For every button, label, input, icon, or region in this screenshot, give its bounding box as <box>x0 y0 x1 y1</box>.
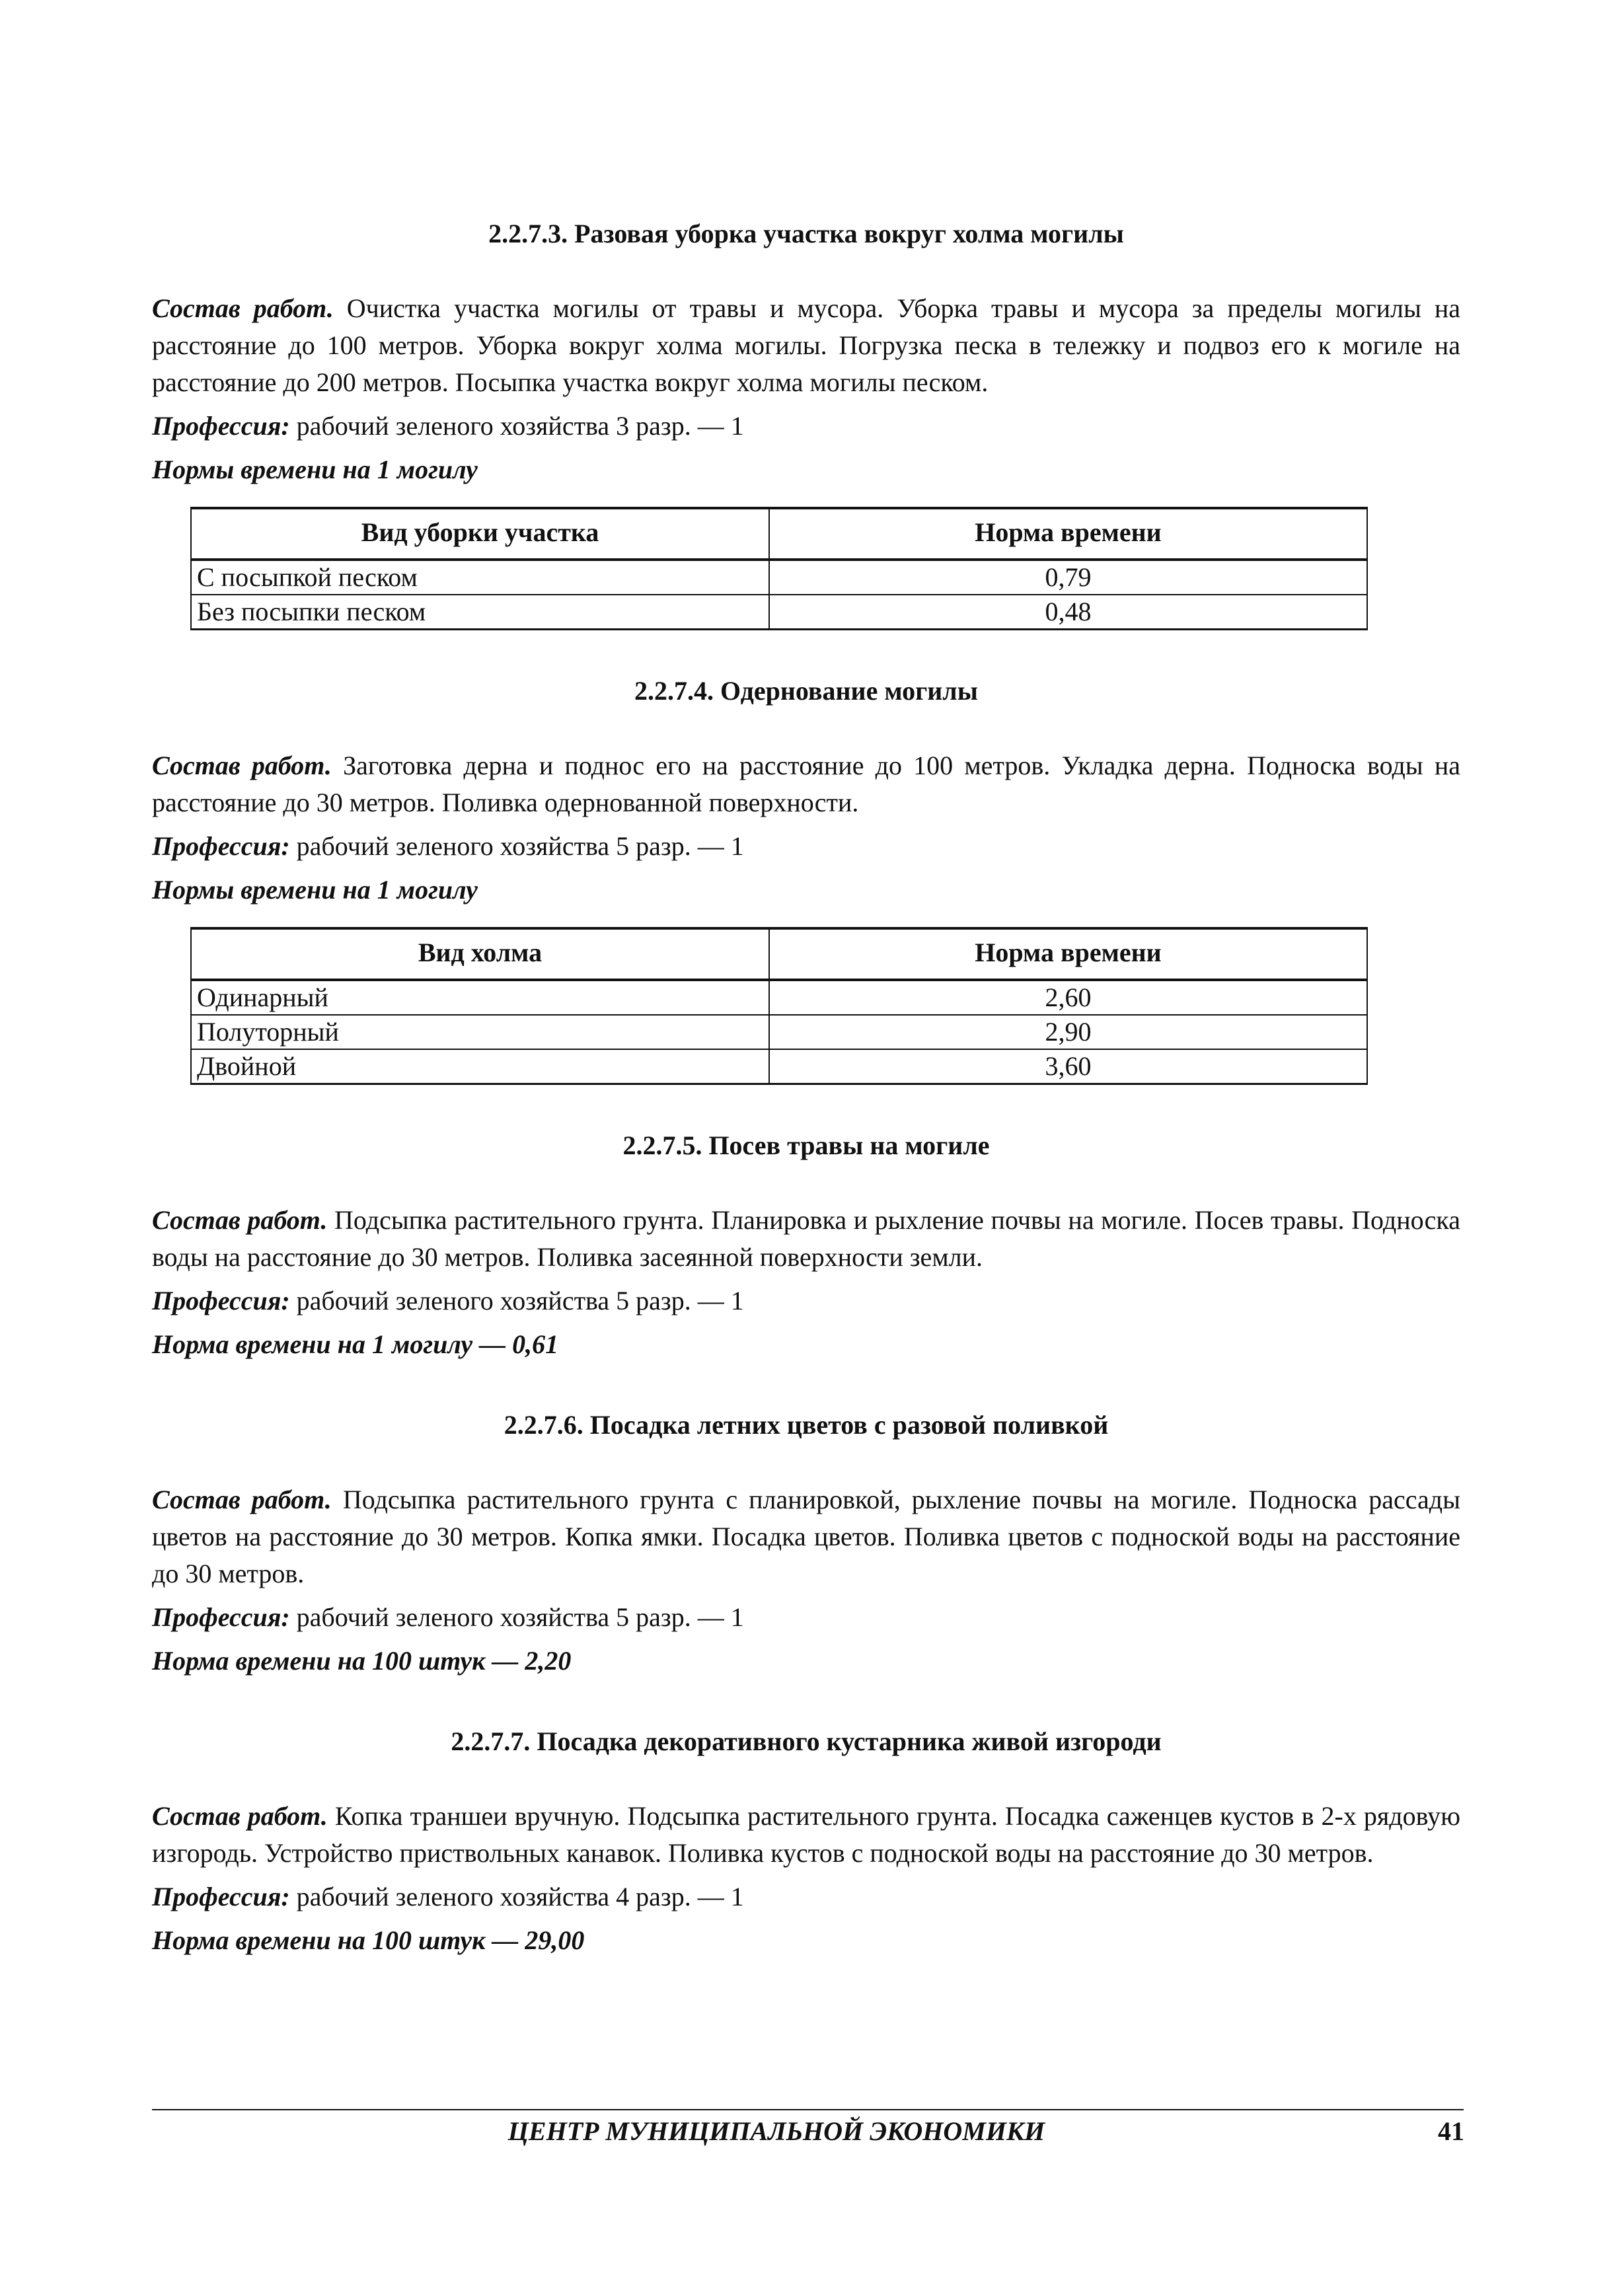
section-2-2-7-4 <box>152 675 1460 1085</box>
table-cell: 0,48 <box>769 595 1367 630</box>
table-header-cell: Вид уборки участка <box>191 508 769 560</box>
composition-label: Состав работ. <box>152 293 334 323</box>
table-header-row <box>191 928 1367 980</box>
composition-paragraph <box>152 1798 1460 1872</box>
section-title: 2.2.7.6. Посадка летних цветов с разовой поливкой <box>504 1410 1109 1440</box>
footer-title: ЦЕНТР МУНИЦИПАЛЬНОЙ ЭКОНОМИКИ <box>507 2116 1045 2146</box>
table-row <box>191 1049 1367 1084</box>
profession-line <box>152 1282 1460 1319</box>
profession-text: рабочий зеленого хозяйства 4 разр. — 1 <box>296 1882 744 1911</box>
composition-paragraph <box>152 747 1460 821</box>
profession-label: Профессия: <box>152 411 290 441</box>
section-2-2-7-6 <box>152 1409 1460 1681</box>
section-title: 2.2.7.5. Посев травы на могиле <box>622 1130 990 1160</box>
table-cell: Без посыпки песком <box>191 595 769 630</box>
table-cell: Двойной <box>191 1049 769 1084</box>
profession-label: Профессия: <box>152 1882 290 1911</box>
composition-label: Состав работ. <box>152 751 332 780</box>
section-2-2-7-5 <box>152 1130 1460 1364</box>
page-number: 41 <box>1438 2116 1464 2146</box>
composition-label: Состав работ. <box>152 1485 332 1514</box>
section-title: 2.2.7.4. Одернование могилы <box>634 676 978 706</box>
table-cell: 2,90 <box>769 1015 1367 1049</box>
section-title: 2.2.7.3. Разовая уборка участка вокруг холма могилы <box>488 219 1124 248</box>
footer-rule <box>152 2109 1464 2110</box>
composition-text: Копка траншеи вручную. Подсыпка растительного грунта. Посадка саженцев кустов в 2-х рядовую изгородь. Устройство приствольных канавок. Поливка кустов с подноской воды на расстояние до 30 метров. <box>152 1801 1461 1868</box>
composition-text: Очистка участка могилы от травы и мусора. Уборка травы и мусора за пределы могилы на расстояние до 100 метров. Уборка вокруг холма могилы. Погрузка песка в тележку и подвоз его к могиле на расстояние до 200 метров. Посыпка участка вокруг холма могилы песком. <box>152 293 1461 397</box>
profession-text: рабочий зеленого хозяйства 5 разр. — 1 <box>296 831 744 861</box>
table-cell: Полуторный <box>191 1015 769 1049</box>
table-header-row <box>191 508 1367 560</box>
profession-line <box>152 828 1460 865</box>
norm-line: Нормы времени на 1 могилу <box>152 875 478 905</box>
norms-table <box>190 507 1368 630</box>
norm-line: Норма времени на 1 могилу — 0,61 <box>152 1329 559 1359</box>
profession-text: рабочий зеленого хозяйства 5 разр. — 1 <box>296 1286 744 1315</box>
composition-text: Подсыпка растительного грунта с планировкой, рыхление почвы на могиле. Подноска рассады цветов на расстояние до 30 метров. Копка ямки. Посадка цветов. Поливка цветов с подноской воды на расстояние до 30 метров. <box>152 1485 1460 1588</box>
table-cell: 2,60 <box>769 980 1367 1015</box>
table-row <box>191 980 1367 1015</box>
profession-text: рабочий зеленого хозяйства 5 разр. — 1 <box>296 1602 744 1632</box>
profession-label: Профессия: <box>152 1602 290 1632</box>
composition-label: Состав работ. <box>152 1801 328 1831</box>
norms-table <box>190 927 1368 1085</box>
section-2-2-7-7 <box>152 1726 1460 1960</box>
table-cell: Одинарный <box>191 980 769 1015</box>
table-cell: 0,79 <box>769 560 1367 595</box>
profession-line <box>152 408 1460 445</box>
profession-label: Профессия: <box>152 1286 290 1315</box>
composition-label: Состав работ. <box>152 1205 328 1235</box>
document-page <box>152 218 1460 2005</box>
norm-line: Нормы времени на 1 могилу <box>152 455 478 484</box>
table-row <box>191 595 1367 630</box>
section-title: 2.2.7.7. Посадка декоративного кустарника живой изгороди <box>451 1726 1162 1756</box>
norm-line: Норма времени на 100 штук — 29,00 <box>152 1925 585 1955</box>
table-cell: 3,60 <box>769 1049 1367 1084</box>
norm-line: Норма времени на 100 штук — 2,20 <box>152 1646 572 1676</box>
profession-line <box>152 1599 1460 1636</box>
table-header-cell: Норма времени <box>769 928 1367 980</box>
table-header-cell: Норма времени <box>769 508 1367 560</box>
table-row <box>191 560 1367 595</box>
profession-label: Профессия: <box>152 831 290 861</box>
profession-text: рабочий зеленого хозяйства 3 разр. — 1 <box>296 411 744 441</box>
composition-paragraph <box>152 1481 1460 1592</box>
profession-line <box>152 1878 1460 1915</box>
section-2-2-7-3 <box>152 218 1460 630</box>
table-row <box>191 1015 1367 1049</box>
composition-paragraph <box>152 290 1460 401</box>
composition-text: Заготовка дерна и поднос его на расстояние до 100 метров. Укладка дерна. Подноска воды на расстояние до 30 метров. Поливка одернованной поверхности. <box>152 751 1461 817</box>
composition-text: Подсыпка растительного грунта. Планировка и рыхление почвы на могиле. Посев травы. Подноска воды на расстояние до 30 метров. Поливка засеянной поверхности земли. <box>152 1205 1460 1272</box>
table-cell: С посыпкой песком <box>191 560 769 595</box>
composition-paragraph <box>152 1202 1460 1276</box>
table-header-cell: Вид холма <box>191 928 769 980</box>
